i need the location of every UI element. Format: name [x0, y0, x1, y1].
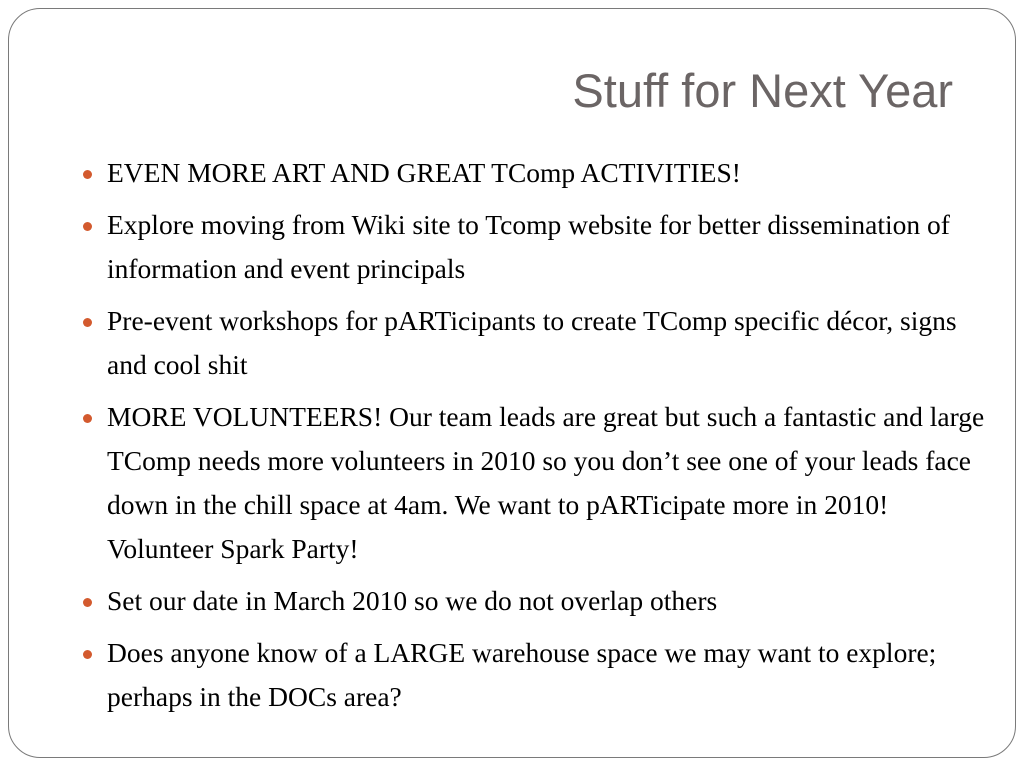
slide-frame: [8, 8, 1016, 758]
bullet-list: [83, 151, 989, 727]
bullet-dot-icon: [83, 170, 92, 179]
bullet-text: Does anyone know of a LARGE warehouse space we may want to explore; perhaps in the DOCs area?: [107, 637, 937, 712]
bullet-item: [83, 631, 989, 719]
bullet-text: EVEN MORE ART AND GREAT TComp ACTIVITIES!: [107, 157, 741, 188]
bullet-item: [83, 299, 989, 387]
slide-title: Stuff for Next Year: [572, 64, 953, 117]
bullet-item: [83, 151, 989, 195]
bullet-dot-icon: [83, 598, 92, 607]
bullet-dot-icon: [83, 650, 92, 659]
bullet-dot-icon: [83, 414, 92, 423]
bullet-dot-icon: [83, 318, 92, 327]
bullet-text: Set our date in March 2010 so we do not overlap others: [107, 585, 718, 616]
bullet-item: [83, 203, 989, 291]
bullet-text: MORE VOLUNTEERS! Our team leads are great but such a fantastic and large TComp needs more volunteers in 2010 so you don’t see one of your leads face down in the chill space at 4am. We want to pARTicipate more in 2010! Volunteer Spark Party!: [107, 401, 985, 564]
bullet-item: [83, 579, 989, 623]
bullet-item: [83, 395, 989, 571]
bullet-text: Explore moving from Wiki site to Tcomp website for better dissemination of information and event principals: [107, 209, 950, 284]
bullet-text: Pre-event workshops for pARTicipants to create TComp specific décor, signs and cool shit: [107, 305, 957, 380]
bullet-dot-icon: [83, 222, 92, 231]
